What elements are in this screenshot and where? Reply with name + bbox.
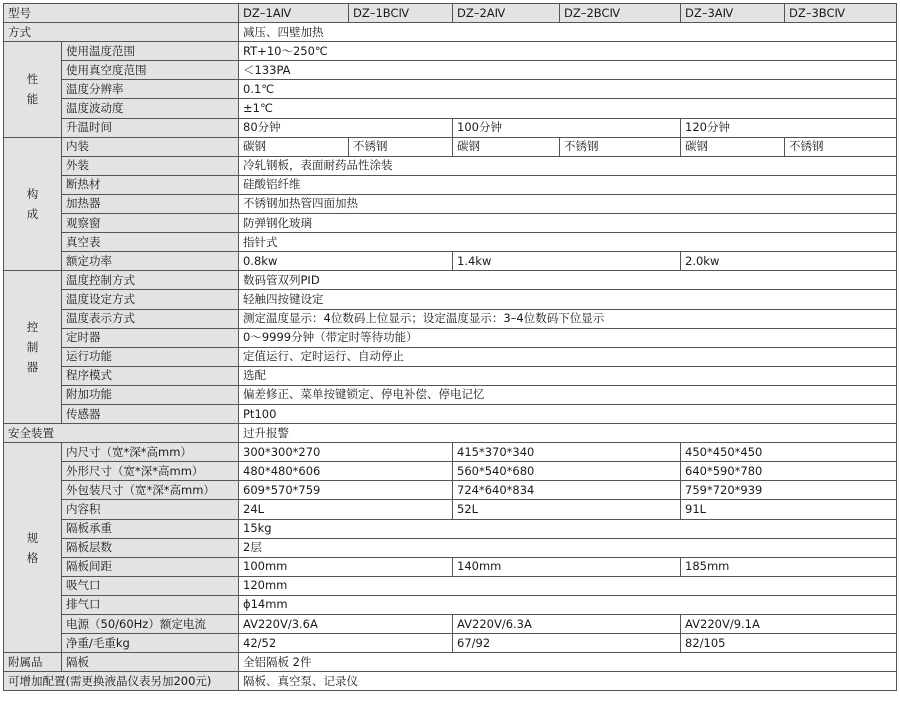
group-label-controller: 控 制 器: [4, 271, 62, 424]
row-value: 300*300*270: [239, 443, 453, 462]
row-label: 使用温度范围: [62, 42, 239, 61]
row-value: 数码管双列PID: [239, 271, 897, 290]
row-value: 91L: [681, 500, 897, 519]
table-row: [4, 500, 897, 519]
row-value: Pt100: [239, 404, 897, 423]
table-row: [4, 194, 897, 213]
row-value: 不锈钢: [785, 137, 897, 156]
table-row: [4, 99, 897, 118]
row-label: 温度表示方式: [62, 309, 239, 328]
model-name: DZ–2AⅣ: [453, 4, 560, 23]
row-value: ±1℃: [239, 99, 897, 118]
row-value: 0.8kw: [239, 252, 453, 271]
table-row: [4, 347, 897, 366]
group-label-performance: 性 能: [4, 42, 62, 137]
table-row: [4, 214, 897, 233]
row-label: 观察窗: [62, 214, 239, 233]
table-row: [4, 271, 897, 290]
row-label: 加热器: [62, 194, 239, 213]
row-value: 防弹钢化玻璃: [239, 214, 897, 233]
model-name: DZ–3AⅣ: [681, 4, 785, 23]
row-label: 传感器: [62, 404, 239, 423]
table-row: [4, 481, 897, 500]
row-value: 185mm: [681, 557, 897, 576]
row-value: 100mm: [239, 557, 453, 576]
row-value: 2.0kw: [681, 252, 897, 271]
row-label: 程序模式: [62, 366, 239, 385]
row-value: 120分钟: [681, 118, 897, 137]
row-value: 42/52: [239, 634, 453, 653]
row-value: 0～9999分钟（带定时等待功能）: [239, 328, 897, 347]
row-label: 定时器: [62, 328, 239, 347]
row-label: 升温时间: [62, 118, 239, 137]
row-value: 选配: [239, 366, 897, 385]
row-label: 电源（50/60Hz）额定电流: [62, 615, 239, 634]
group-label-specs: 规 格: [4, 443, 62, 653]
spec-table: [3, 3, 897, 691]
table-row: [4, 595, 897, 614]
row-value: RT+10～250℃: [239, 42, 897, 61]
group-label-accessories: 附属品: [4, 653, 62, 672]
table-row: [4, 137, 897, 156]
table-row: [4, 80, 897, 99]
table-row: [4, 328, 897, 347]
row-value: 不锈钢加热管四面加热: [239, 194, 897, 213]
row-value: 碳钢: [239, 137, 349, 156]
row-label: 隔板层数: [62, 538, 239, 557]
row-value: 轻触四按键设定: [239, 290, 897, 309]
row-value: 碳钢: [681, 137, 785, 156]
row-value: 0.1℃: [239, 80, 897, 99]
row-label: 隔板: [62, 653, 239, 672]
row-value: 415*370*340: [453, 443, 681, 462]
row-value: 不锈钢: [349, 137, 453, 156]
table-row: [4, 462, 897, 481]
row-value: 140mm: [453, 557, 681, 576]
table-row: [4, 366, 897, 385]
row-value: 隔板、真空泵、记录仪: [239, 672, 897, 691]
row-value: ϕ14mm: [239, 595, 897, 614]
row-value: ＜133PA: [239, 61, 897, 80]
row-label: 温度设定方式: [62, 290, 239, 309]
row-label: 温度波动度: [62, 99, 239, 118]
row-value: 指针式: [239, 233, 897, 252]
row-value: 100分钟: [453, 118, 681, 137]
table-row: [4, 538, 897, 557]
table-row: [4, 424, 897, 443]
row-value: 偏差修正、菜单按键锁定、停电补偿、停电记忆: [239, 385, 897, 404]
table-row: [4, 233, 897, 252]
table-row: [4, 252, 897, 271]
row-label: 运行功能: [62, 347, 239, 366]
row-label: 断热材: [62, 175, 239, 194]
table-row: [4, 23, 897, 42]
model-name: DZ–3BCⅣ: [785, 4, 897, 23]
row-label: 外形尺寸（宽*深*高mm）: [62, 462, 239, 481]
row-label: 真空表: [62, 233, 239, 252]
table-row: [4, 309, 897, 328]
table-row: [4, 290, 897, 309]
row-label: 额定功率: [62, 252, 239, 271]
row-label: 隔板承重: [62, 519, 239, 538]
table-row: [4, 672, 897, 691]
table-row: [4, 118, 897, 137]
row-value: 减压、四壁加热: [239, 23, 897, 42]
table-row: [4, 42, 897, 61]
row-label: 内容积: [62, 500, 239, 519]
row-value: 120mm: [239, 576, 897, 595]
row-value: 52L: [453, 500, 681, 519]
table-row: [4, 634, 897, 653]
row-label: 温度分辨率: [62, 80, 239, 99]
model-name: DZ–2BCⅣ: [560, 4, 681, 23]
row-value: AV220V/6.3A: [453, 615, 681, 634]
row-value: 24L: [239, 500, 453, 519]
row-label: 内尺寸（宽*深*高mm）: [62, 443, 239, 462]
row-value: AV220V/3.6A: [239, 615, 453, 634]
table-row: [4, 557, 897, 576]
row-value: 定值运行、定时运行、自动停止: [239, 347, 897, 366]
table-row: [4, 519, 897, 538]
row-label: 外包装尺寸（宽*深*高mm）: [62, 481, 239, 500]
row-value: 过升报警: [239, 424, 897, 443]
row-value: 15kg: [239, 519, 897, 538]
row-label: 使用真空度范围: [62, 61, 239, 80]
table-row: [4, 175, 897, 194]
row-label: 附加功能: [62, 385, 239, 404]
row-label: 方式: [4, 23, 239, 42]
row-value: 560*540*680: [453, 462, 681, 481]
table-row: [4, 404, 897, 423]
row-value: 2层: [239, 538, 897, 557]
model-name: DZ–1AⅣ: [239, 4, 349, 23]
table-row: [4, 653, 897, 672]
row-value: 640*590*780: [681, 462, 897, 481]
row-value: 609*570*759: [239, 481, 453, 500]
row-label: 隔板间距: [62, 557, 239, 576]
row-label: 外装: [62, 156, 239, 175]
table-row: [4, 443, 897, 462]
model-header-row: [4, 4, 897, 23]
row-value: 1.4kw: [453, 252, 681, 271]
row-label: 安全装置: [4, 424, 239, 443]
row-value: 450*450*450: [681, 443, 897, 462]
row-value: 硅酸铝纤维: [239, 175, 897, 194]
table-row: [4, 576, 897, 595]
row-value: 724*640*834: [453, 481, 681, 500]
row-value: 不锈钢: [560, 137, 681, 156]
model-name: DZ–1BCⅣ: [349, 4, 453, 23]
row-label: 内装: [62, 137, 239, 156]
row-value: 80分钟: [239, 118, 453, 137]
row-label: 净重/毛重kg: [62, 634, 239, 653]
row-label: 排气口: [62, 595, 239, 614]
row-value: 全铝隔板 2件: [239, 653, 897, 672]
row-value: 82/105: [681, 634, 897, 653]
row-value: 67/92: [453, 634, 681, 653]
row-value: 碳钢: [453, 137, 560, 156]
row-label: 吸气口: [62, 576, 239, 595]
row-label: 温度控制方式: [62, 271, 239, 290]
row-value: 480*480*606: [239, 462, 453, 481]
model-header-label: 型号: [4, 4, 239, 23]
table-row: [4, 61, 897, 80]
row-value: 测定温度显示：4位数码上位显示；设定温度显示：3–4位数码下位显示: [239, 309, 897, 328]
row-value: AV220V/9.1A: [681, 615, 897, 634]
table-row: [4, 385, 897, 404]
row-label: 可增加配置(需更换液晶仪表另加200元): [4, 672, 239, 691]
row-value: 759*720*939: [681, 481, 897, 500]
table-row: [4, 156, 897, 175]
row-value: 冷轧钢板，表面耐药品性涂装: [239, 156, 897, 175]
group-label-construction: 构 成: [4, 137, 62, 271]
table-row: [4, 615, 897, 634]
